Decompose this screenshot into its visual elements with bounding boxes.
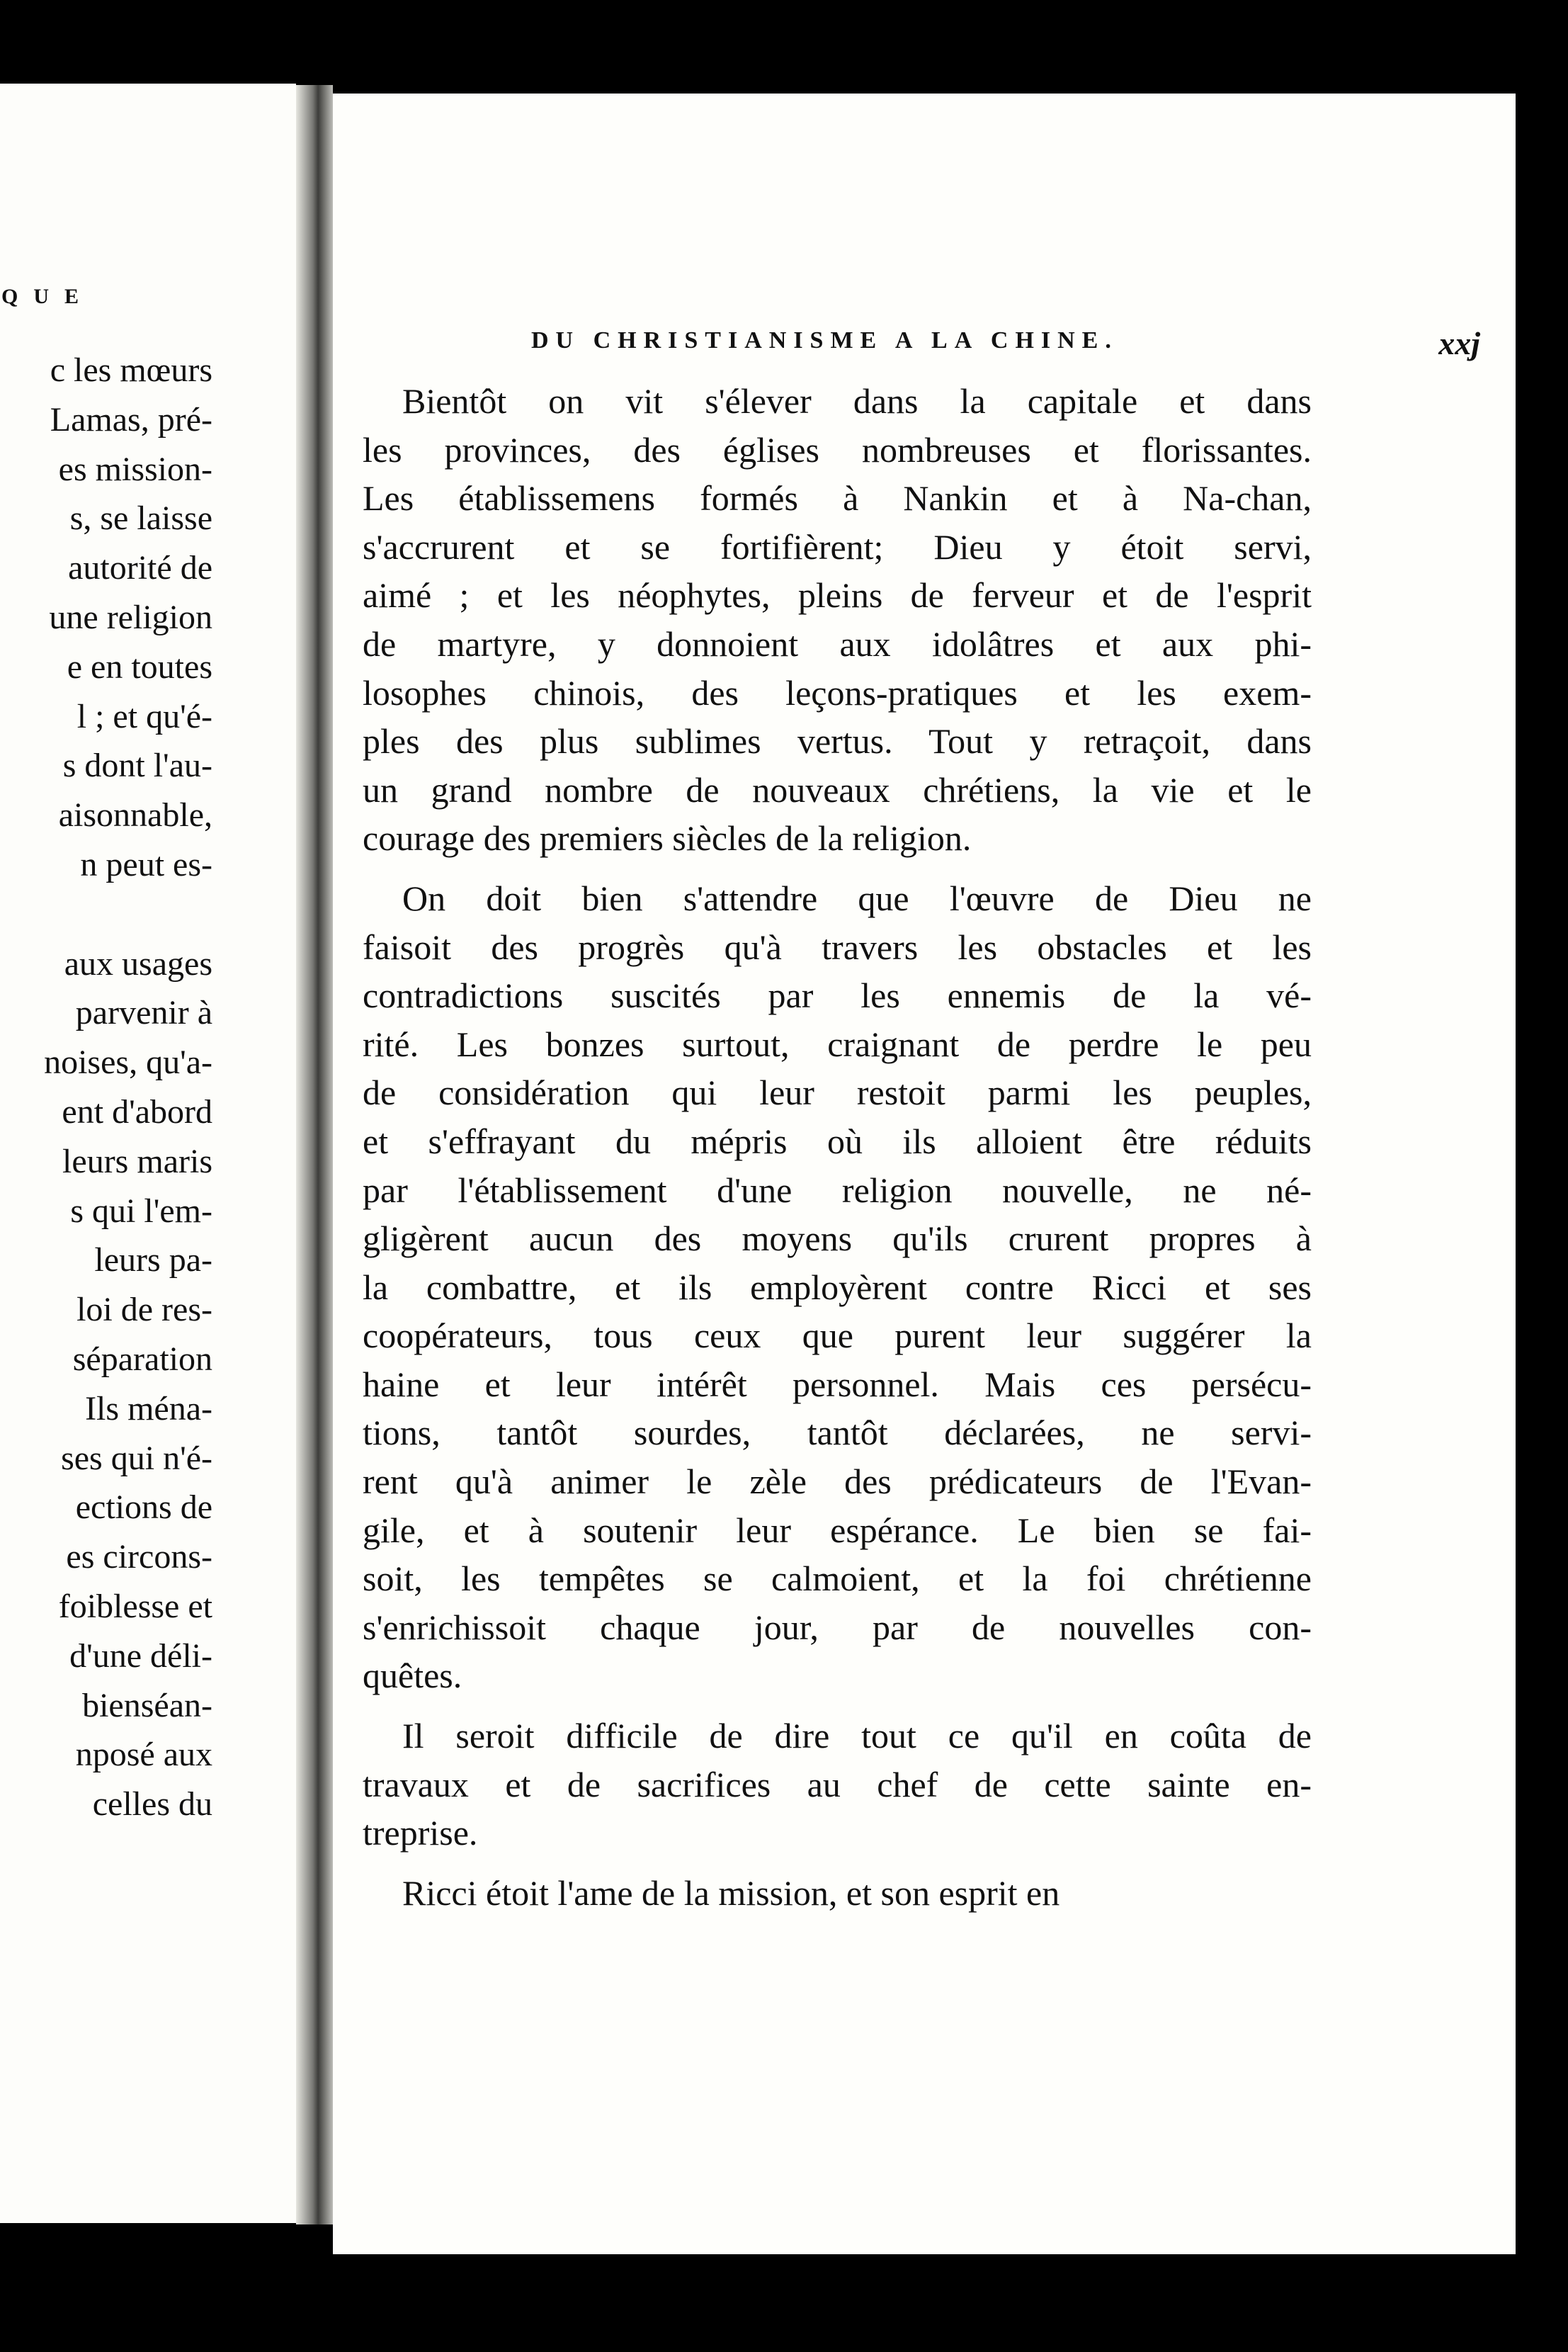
text-line: un grand nombre de nouveaux chrétiens, la vie et le xyxy=(363,769,1312,810)
left-page-line: aisonnable, xyxy=(58,796,212,835)
left-page-text xyxy=(0,346,212,1829)
left-page-line: foiblesse et xyxy=(58,1587,212,1625)
paragraph-gap xyxy=(363,1858,1312,1869)
body-text xyxy=(363,377,1312,1917)
text-line: On doit bien s'attendre que l'œuvre de Dieu ne xyxy=(402,878,1312,918)
running-head xyxy=(531,327,1480,370)
text-line: coopérateurs, tous ceux que purent leur suggérer la xyxy=(363,1316,1312,1356)
text-line: rité. Les bonzes surtout, craignant de perdre le peu xyxy=(363,1024,1312,1064)
text-line: de considération qui leur restoit parmi les peuples, xyxy=(363,1073,1312,1113)
text-line: haine et leur intérêt personnel. Mais ces persécu- xyxy=(363,1364,1312,1404)
left-page-line: une religion xyxy=(49,598,212,636)
text-line: Il seroit difficile de dire tout ce qu'il en coûta de xyxy=(402,1716,1312,1756)
left-page-line: ses qui n'é- xyxy=(61,1439,212,1477)
left-page-running-head: QUE xyxy=(1,285,95,308)
text-line: ples des plus sublimes vertus. Tout y retraçoit, dans xyxy=(363,721,1312,762)
running-title: DU CHRISTIANISME A LA CHINE. xyxy=(531,327,1118,354)
left-page-line: s, se laisse xyxy=(69,499,212,538)
left-page xyxy=(0,84,296,2223)
left-page-line: leurs pa- xyxy=(94,1241,212,1279)
left-page-line: d'une déli- xyxy=(69,1636,212,1675)
text-line: et s'effrayant du mépris où ils alloient être réduits xyxy=(363,1121,1312,1161)
text-line: gligèrent aucun des moyens qu'ils crurent propres à xyxy=(363,1219,1312,1259)
paragraph-gap xyxy=(363,863,1312,874)
text-line: quêtes. xyxy=(363,1656,462,1696)
left-page-line: autorité de xyxy=(68,549,212,587)
paragraph xyxy=(363,377,1312,863)
left-page-line: leurs maris xyxy=(62,1142,212,1180)
left-page-line: s dont l'au- xyxy=(62,747,212,785)
text-line: gile, et à soutenir leur espérance. Le bien se fai- xyxy=(363,1510,1312,1550)
left-page-line: Lamas, pré- xyxy=(50,400,212,439)
text-line: treprise. xyxy=(363,1813,478,1853)
text-line: Ricci étoit l'ame de la mission, et son esprit en xyxy=(402,1872,1060,1913)
text-line: contradictions suscités par les ennemis de la vé- xyxy=(363,976,1312,1016)
left-page-line: l ; et qu'é- xyxy=(76,697,212,735)
left-page-line: aux usages xyxy=(64,944,212,983)
paragraph xyxy=(363,1712,1312,1858)
left-page-line: es circons- xyxy=(66,1538,212,1576)
paragraph xyxy=(363,874,1312,1700)
left-page-line: c les mœurs xyxy=(50,351,212,389)
paragraph xyxy=(363,1869,1312,1918)
text-line: aimé ; et les néophytes, pleins de ferveur et de l'esprit xyxy=(363,575,1312,616)
left-page-line xyxy=(0,890,212,939)
left-page-line: e en toutes xyxy=(67,648,212,686)
paragraph-gap xyxy=(363,1700,1312,1712)
text-line: rent qu'à animer le zèle des prédicateurs de l'Evan- xyxy=(363,1461,1312,1502)
text-line: Bientôt on vit s'élever dans la capitale et dans xyxy=(402,381,1312,421)
left-page-line: loi de res- xyxy=(76,1291,212,1329)
left-page-line: séparation xyxy=(72,1340,212,1378)
text-line: de martyre, y donnoient aux idolâtres et aux phi- xyxy=(363,623,1312,664)
left-page-line: celles du xyxy=(92,1785,212,1824)
text-line: s'enrichissoit chaque jour, par de nouvelles con- xyxy=(363,1607,1312,1647)
left-page-line: nposé aux xyxy=(75,1736,212,1774)
text-line: s'accrurent et se fortifièrent; Dieu y étoit servi, xyxy=(363,526,1312,567)
book-gutter xyxy=(296,85,333,2224)
text-line: les provinces, des églises nombreuses et florissantes. xyxy=(363,429,1312,470)
text-line: par l'établissement d'une religion nouvelle, ne né- xyxy=(363,1170,1312,1210)
text-line: courage des premiers siècles de la religion. xyxy=(363,818,972,859)
left-page-line: ent d'abord xyxy=(62,1092,212,1131)
left-page-line: bienséan- xyxy=(82,1686,212,1724)
left-page-line: noises, qu'a- xyxy=(44,1044,212,1082)
left-page-line: parvenir à xyxy=(75,994,212,1032)
text-line: travaux et de sacrifices au chef de cette sainte en- xyxy=(363,1764,1312,1804)
text-line: losophes chinois, des leçons-pratiques et les exem- xyxy=(363,672,1312,713)
left-page-line: es mission- xyxy=(58,450,212,488)
text-line: faisoit des progrès qu'à travers les obstacles et les xyxy=(363,927,1312,967)
text-line: la combattre, et ils employèrent contre Ricci et ses xyxy=(363,1267,1312,1307)
left-page-line: n peut es- xyxy=(80,845,212,883)
text-line: soit, les tempêtes se calmoient, et la foi chrétienne xyxy=(363,1559,1312,1599)
text-line: tions, tantôt sourdes, tantôt déclarées, ne servi- xyxy=(363,1413,1312,1453)
left-page-line: Ils ména- xyxy=(85,1389,212,1427)
left-page-line: s qui l'em- xyxy=(70,1192,212,1230)
text-line: Les établissemens formés à Nankin et à Na-chan, xyxy=(363,478,1312,519)
right-page xyxy=(333,94,1516,2254)
left-page-line: ections de xyxy=(75,1488,212,1527)
page-number: xxj xyxy=(1438,325,1480,361)
